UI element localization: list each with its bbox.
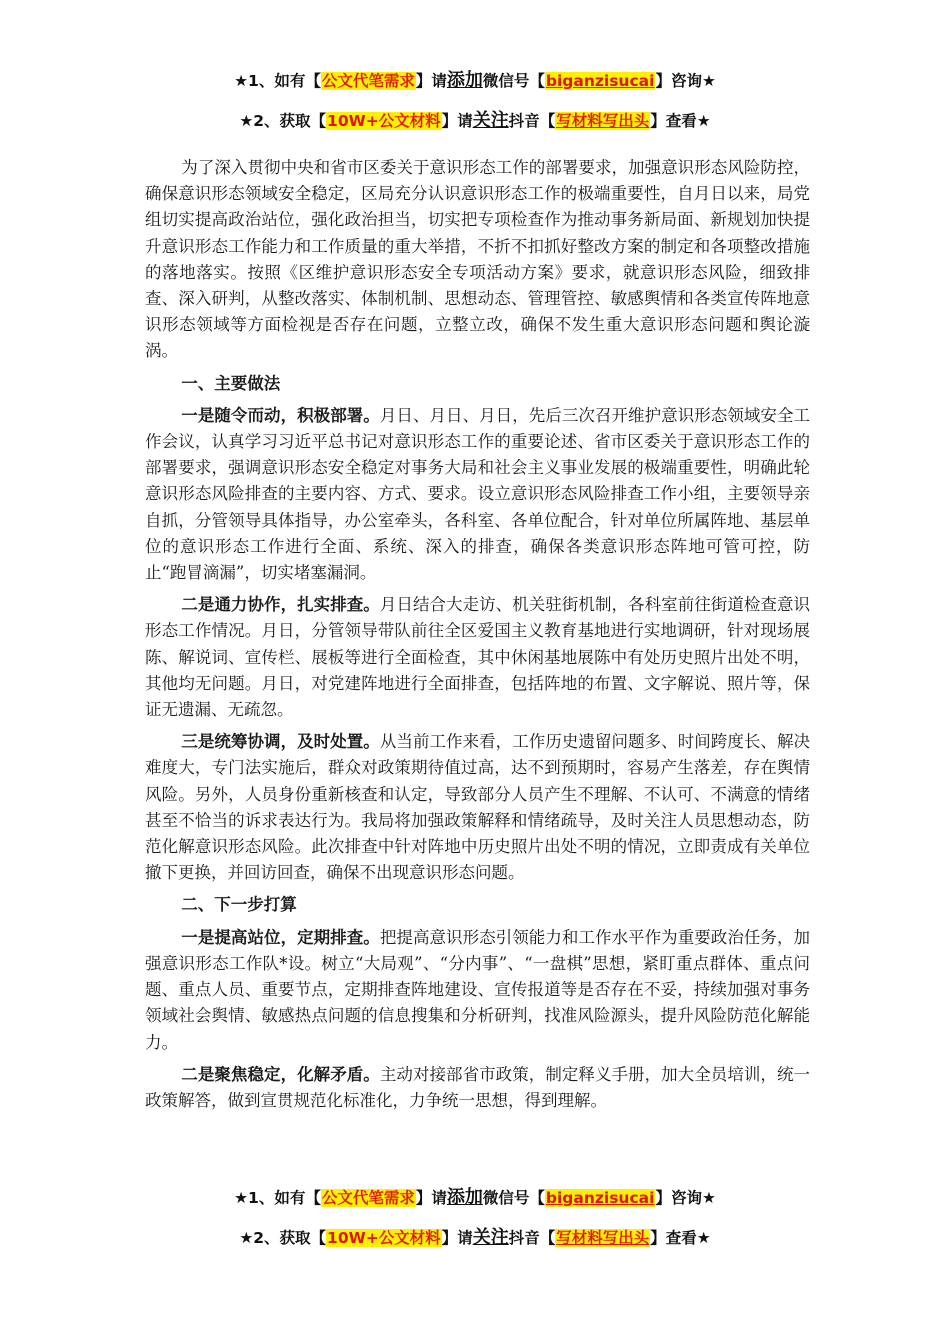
banner-prefix: 2、获取【: [253, 112, 327, 130]
paragraph-lead: 二是聚焦稳定，化解矛盾。: [181, 1064, 380, 1084]
banner-mid: 抖音【: [508, 112, 556, 130]
banner-highlight: 公文代笔需求: [321, 72, 415, 90]
banner-emphasis: 关注: [472, 110, 509, 131]
star-icon: ★: [239, 112, 254, 130]
banner-suffix: 】查看: [650, 1229, 697, 1247]
paragraph-lead: 一是提高站位，定期排查。: [181, 927, 380, 947]
banner-highlight: 10W+公文材料: [327, 112, 441, 130]
paragraph-3: [145, 729, 810, 886]
star-icon: ★: [701, 72, 716, 90]
banner-mid: 】请: [441, 1229, 473, 1247]
banner-mid: 】请: [415, 1189, 447, 1207]
banner-suffix: 】咨询: [655, 72, 702, 90]
banner-suffix: 】查看: [650, 112, 697, 130]
wechat-id-link[interactable]: biganzisucai: [545, 72, 655, 90]
paragraph-text: 月日结合大走访、机关驻街机制，各科室前往街道检查意识形态工作情况。月日，分管领导带队前往全区爱国主义教育基地进行实地调研，针对现场展陈、解说词、宣传栏、展板等进行全面检查，其中休闲基地展陈中有处历史照片出处不明，其他均无问题。月日，对党建阵地进行全面排查，包括阵地的布置、文字解说、照片等，保证无遗漏、无疏忽。: [145, 595, 811, 720]
banner-emphasis: 添加: [446, 70, 483, 91]
wechat-id-link[interactable]: biganzisucai: [545, 1189, 655, 1207]
promo-banner-top-1: [0, 69, 950, 93]
banner-mid: 】请: [415, 72, 447, 90]
banner-highlight: 公文代笔需求: [321, 1189, 415, 1207]
paragraph-text: 主动对接部省市政策，制定释义手册，加大全员培训，统一政策解答，做到宣贯规范化标准化，力争统一思想，得到理解。: [145, 1064, 811, 1110]
star-icon: ★: [696, 1229, 711, 1247]
paragraph-text: 从当前工作来看，工作历史遗留问题多、时间跨度长、解决难度大，专门法实施后，群众对政策期待值过高，达不到预期时，容易产生落差，存在舆情风险。另外，人员身份重新核查和认定，导致部分人员产生不理解、不认可、不满意的情绪甚至不恰当的诉求表达行为。我局将加强政策解释和情绪疏导，及时关注人员思想动态，防范化解意识形态风险。此次排查中针对阵地中历史照片出处不明的情况，立即责成有关单位撤下更换，并回访回查，确保不出现意识形态问题。: [145, 732, 811, 883]
paragraph-text: 把提高意识形态引领能力和工作水平作为重要政治任务，加强意识形态工作队*设。树立“大局观”、“分内事”、“一盘棋”思想，紧盯重点群体、重点问题、重点人员、重要节点，定期排查阵地建设、宣传报道等是否存在不妥，持续加强对事务领域社会舆情、敏感热点问题的信息搜集和分析研判，找准风险源头，提升风险防范化解能力。: [145, 927, 811, 1052]
douyin-account-link[interactable]: 写材料写出头: [556, 112, 650, 130]
banner-emphasis: 添加: [446, 1187, 483, 1208]
banner-mid: 抖音【: [508, 1229, 556, 1247]
document-body: [145, 155, 810, 1114]
section-heading-2: 二、下一步打算: [181, 895, 297, 915]
paragraph-lead: 一是随令而动，积极部署。: [181, 405, 380, 425]
paragraph-1: [145, 403, 810, 586]
paragraph-lead: 二是通力协作，扎实排查。: [181, 595, 380, 615]
paragraph-5: [145, 1062, 810, 1114]
banner-highlight: 10W+公文材料: [327, 1229, 441, 1247]
star-icon: ★: [239, 1229, 254, 1247]
banner-mid: 】请: [441, 112, 473, 130]
banner-mid: 微信号【: [482, 1189, 545, 1207]
banner-prefix: 1、如有【: [248, 72, 321, 90]
star-icon: ★: [696, 112, 711, 130]
banner-suffix: 】咨询: [655, 1189, 702, 1207]
douyin-account-link[interactable]: 写材料写出头: [556, 1229, 650, 1247]
paragraph-2: [145, 592, 810, 723]
promo-banner-bottom-2: [0, 1226, 950, 1250]
promo-banner-top-2: [0, 109, 950, 133]
banner-prefix: 2、获取【: [253, 1229, 327, 1247]
paragraph-text: 月日、月日、月日，先后三次召开维护意识形态领域安全工作会议，认真学习习近平总书记对意识形态工作的重要论述、省市区委关于意识形态工作的部署要求，强调意识形态安全稳定对事务大局和社会主义事业发展的极端重要性，明确此轮意识形态风险排查的主要内容、方式、要求。设立意识形态风险排查工作小组，主要领导亲自抓，分管领导具体指导，办公室牵头，各科室、各单位配合，针对单位所属阵地、基层单位的意识形态工作进行全面、系统、深入的排查，确保各类意识形态阵地可管可控，防止“跑冒滴漏”，切实堵塞漏洞。: [145, 405, 811, 583]
promo-banner-bottom-1: [0, 1186, 950, 1210]
section-heading-1: 一、主要做法: [181, 373, 281, 393]
star-icon: ★: [234, 1189, 249, 1207]
intro-paragraph: 为了深入贯彻中央和省市区委关于意识形态工作的部署要求，加强意识形态风险防控，确保意识形态领域安全稳定，区局充分认识意识形态工作的极端重要性，自月日以来，局党组切实提高政治站位，强化政治担当，切实把专项检查作为推动事务新局面、新规划加快提升意识形态工作能力和工作质量的重大举措，不折不扣抓好整改方案的制定和各项整改措施的落地落实。按照《区维护意识形态安全专项活动方案》要求，就意识形态风险，细致排查、深入研判，从整改落实、体制机制、思想动态、管理管控、敏感舆情和各类宣传阵地意识形态领域等方面检视是否存在问题，立整立改，确保不发生重大意识形态问题和舆论漩涡。: [145, 158, 810, 361]
star-icon: ★: [234, 72, 249, 90]
paragraph-4: [145, 925, 810, 1056]
star-icon: ★: [701, 1189, 716, 1207]
banner-prefix: 1、如有【: [248, 1189, 321, 1207]
banner-mid: 微信号【: [482, 72, 545, 90]
paragraph-lead: 三是统筹协调，及时处置。: [181, 732, 380, 752]
banner-emphasis: 关注: [472, 1227, 509, 1248]
